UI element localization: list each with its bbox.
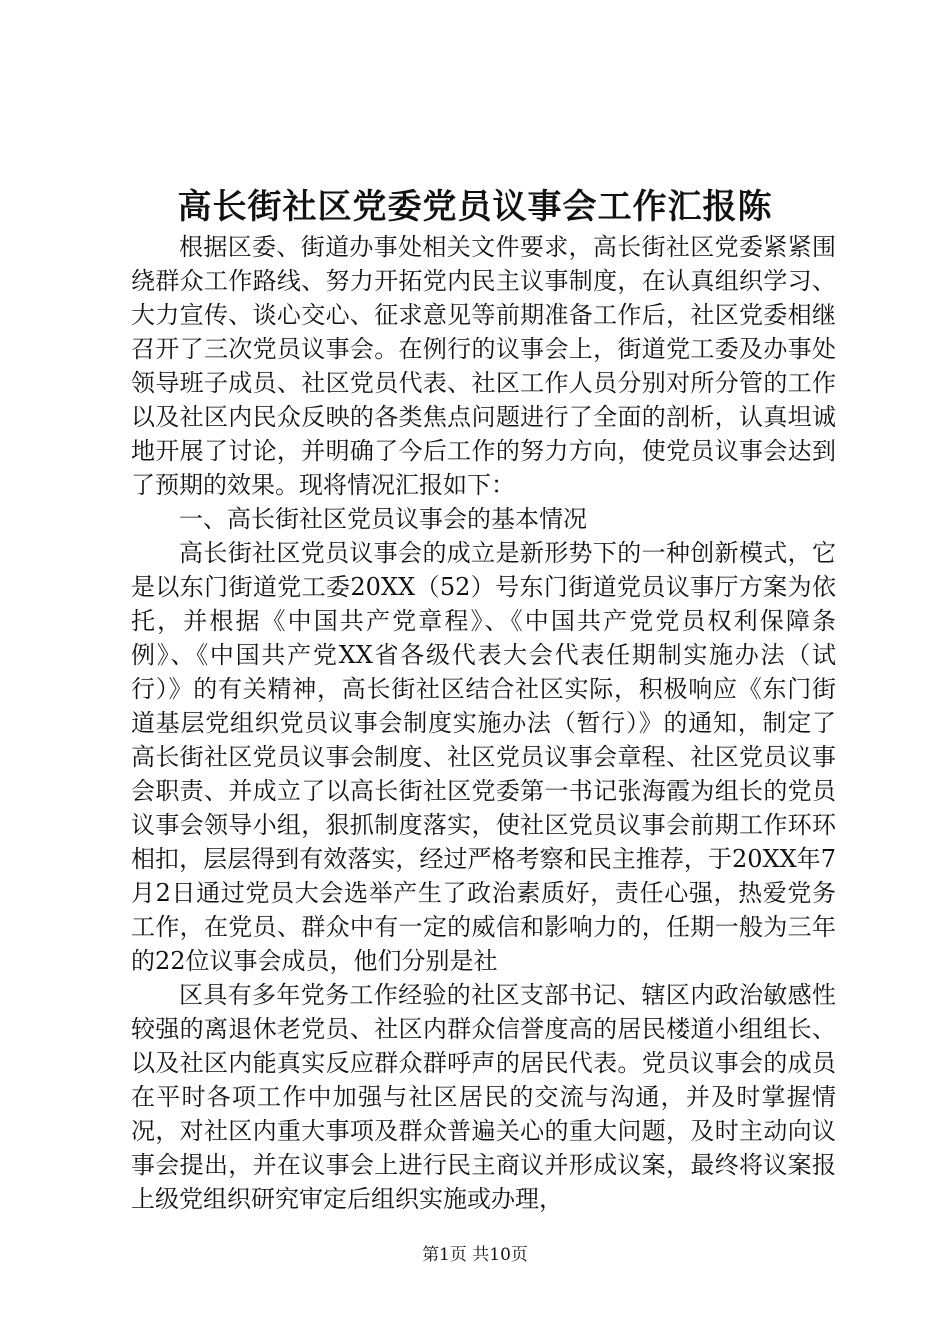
- paragraph-intro: 根据区委、街道办事处相关文件要求，高长街社区党委紧紧围绕群众工作路线、努力开拓党内民主议事制度，在认真组织学习、大力宣传、谈心交心、征求意见等前期准备工作后，社区党委相继召开了三次党员议事会。在例行的议事会上，街道党工委及办事处领导班子成员、社区党员代表、社区工作人员分别对所分管的工作以及社区内民众反映的各类焦点问题进行了全面的剖析，认真坦诚地开展了讨论，并明确了今后工作的努力方向，使党员议事会达到了预期的效果。现将情况汇报如下：: [131, 233, 836, 499]
- document-body: [131, 230, 836, 1216]
- paragraph-basic-info: 高长街社区党员议事会的成立是新形势下的一种创新模式，它是以东门街道党工委20XX（52）号东门街道党员议事厅方案为依托，并根据《中国共产党章程》、《中国共产党党员权利保障条例》、《中国共产党XX省各级代表大会代表任期制实施办法（试行）》的有关精神，高长街社区结合社区实际，积极响应《东门街道基层党组织党员议事会制度实施办法（暂行）》的通知，制定了高长街社区党员议事会制度、社区党员议事会章程、社区党员议事会职责、并成立了以高长街社区党委第一书记张海霞为组长的党员议事会领导小组，狠抓制度落实，使社区党员议事会前期工作环环相扣，层层得到有效落实，经过严格考察和民主推荐，于20XX年7月2日通过党员大会选举产生了政治素质好，责任心强，热爱党务工作，在党员、群众中有一定的威信和影响力的，任期一般为三年的22位议事会成员，他们分别是社: [131, 539, 836, 975]
- page-number: 第1页 共10页: [422, 1245, 528, 1265]
- paragraph-members: 区具有多年党务工作经验的社区支部书记、辖区内政治敏感性较强的离退休老党员、社区内群众信誉度高的居民楼道小组组长、以及社区内能真实反应群众群呼声的居民代表。党员议事会的成员在平时各项工作中加强与社区居民的交流与沟通，并及时掌握情况，对社区内重大事项及群众普遍关心的重大问题，及时主动向议事会提出，并在议事会上进行民主商议并形成议案，最终将议案报上级党组织研究审定后组织实施或办理，: [131, 981, 836, 1213]
- section-heading: 一、高长街社区党员议事会的基本情况: [179, 505, 587, 533]
- document-title: 高长街社区党委党员议事会工作汇报陈: [177, 187, 773, 227]
